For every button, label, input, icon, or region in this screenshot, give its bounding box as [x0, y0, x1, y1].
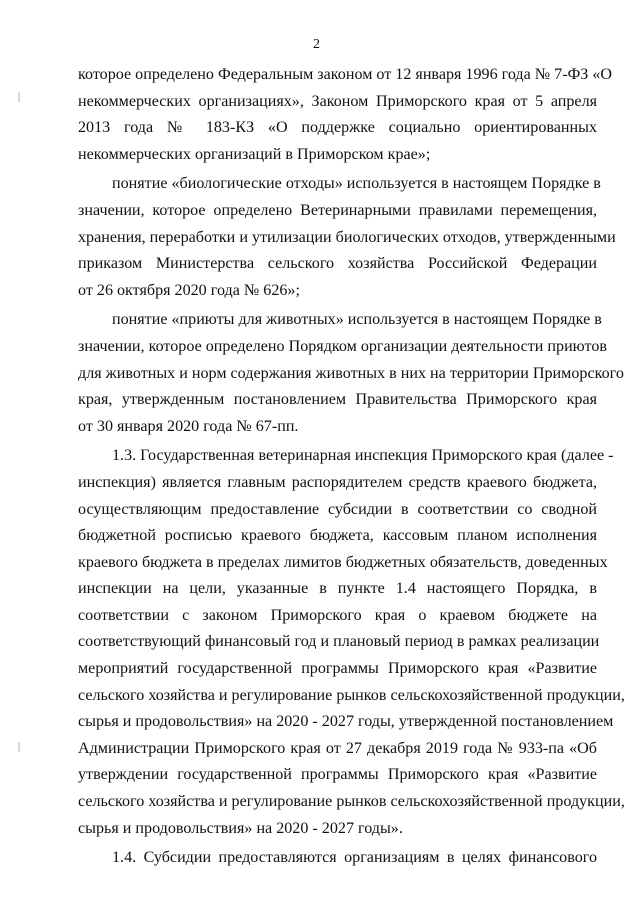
text-line: от 30 января 2020 года № 67-пп.	[78, 417, 299, 435]
text-line: приказом Министерства сельского хозяйства Российской Федерации	[78, 255, 597, 273]
paragraph	[78, 443, 625, 842]
text-line: бюджетной росписью краевого бюджета, кассовым планом исполнения	[78, 527, 597, 545]
text-line: инспекция) является главным распорядителем средств краевого бюджета,	[78, 473, 597, 491]
text-line: инспекции на цели, указанные в пункте 1.4 настоящего Порядка, в	[78, 580, 597, 598]
text-line: сельского хозяйства и регулирование рынков сельскохозяйственной продукции,	[78, 686, 625, 704]
text-line: соответствующий финансовый год и плановый период в рамках реализации	[78, 633, 600, 651]
text-line: понятие «биологические отходы» используется в настоящем Порядке в	[112, 175, 601, 193]
text-line: утверждении государственной программы Приморского края «Развитие	[78, 766, 597, 784]
text-line: 2013 года № 183-КЗ «О поддержке социально ориентированных	[78, 119, 597, 137]
text-line: значении, которое определено Ветеринарными правилами перемещения,	[78, 201, 597, 219]
document-body	[78, 62, 625, 872]
text-line: значении, которое определено Порядком организации деятельности приютов	[78, 337, 607, 355]
text-line: соответствии с законом Приморского края о краевом бюджете на	[78, 606, 597, 624]
text-line: сырья и продовольствия» на 2020 - 2027 годы».	[78, 819, 403, 837]
text-line: мероприятий государственной программы Приморского края «Развитие	[78, 660, 597, 678]
paragraph	[78, 171, 616, 304]
page-number: 2	[313, 37, 320, 52]
scan-artifact-mark	[18, 742, 20, 752]
paragraph	[78, 845, 597, 872]
text-line: 1.3. Государственная ветеринарная инспекция Приморского края (далее -	[112, 447, 614, 465]
text-line: краевого бюджета в пределах лимитов бюджетных обязательств, доведенных	[78, 553, 608, 571]
text-line: Администрации Приморского края от 27 декабря 2019 года № 933-па «Об	[78, 739, 597, 757]
text-line: которое определено Федеральным законом от 12 января 1996 года № 7-ФЗ «О	[78, 66, 613, 83]
text-line: сельского хозяйства и регулирование рынков сельскохозяйственной продукции,	[78, 793, 625, 811]
text-line: хранения, переработки и утилизации биологических отходов, утвержденными	[78, 228, 616, 246]
paragraph	[78, 307, 624, 440]
text-line: некоммерческих организациях», Законом Приморского края от 5 апреля	[78, 92, 597, 110]
text-line: понятие «приюты для животных» используется в настоящем Порядке в	[112, 311, 602, 329]
paragraph	[78, 62, 613, 168]
text-line: 1.4. Субсидии предоставляются организациям в целях финансового	[112, 849, 597, 867]
text-line: сырья и продовольствия» на 2020 - 2027 годы, утвержденной постановлением	[78, 713, 614, 731]
scan-artifact-mark	[18, 92, 20, 102]
text-line: от 26 октября 2020 года № 626»;	[78, 281, 300, 299]
text-line: для животных и норм содержания животных в них на территории Приморского	[78, 364, 624, 382]
text-line: осуществляющим предоставление субсидии в соответствии со сводной	[78, 500, 597, 518]
text-line: края, утвержденным постановлением Правительства Приморского края	[78, 391, 597, 409]
text-line: некоммерческих организаций в Приморском крае»;	[78, 145, 431, 163]
